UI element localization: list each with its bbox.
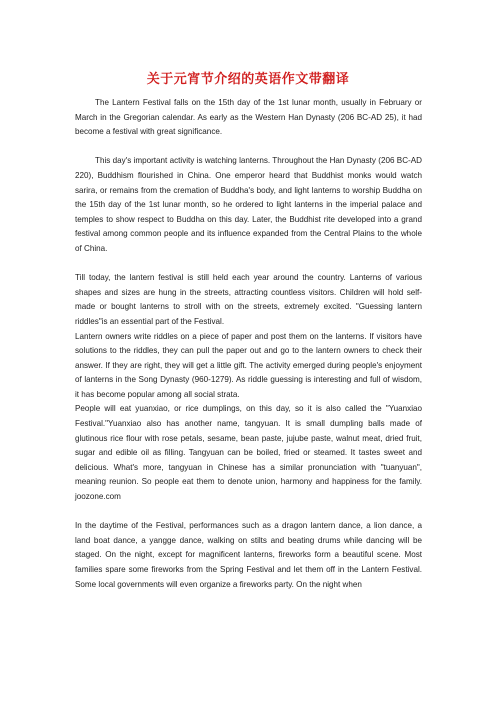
paragraph-performances: In the daytime of the Festival, performances such as a dragon lantern dance, a lion dance, a land boat dance, a yangge dance, walking on stilts and beating drums while dancing will be staged. On the night, except for magnificent lanterns, fireworks form a beautiful scene. Most families spare some fireworks from the Spring Festival and let them off in the Lantern Festival. Some local governments will even organize a fireworks party. On the night when — [75, 521, 422, 589]
paragraph-intro: The Lantern Festival falls on the 15th day of the 1st lunar month, usually in February or March in the Gregorian calendar. As early as the Western Han Dynasty (206 BC-AD 25), it had become a festival with great significance. — [75, 98, 422, 137]
document-title: 关于元宵节介绍的英语作文带翻译 — [146, 72, 350, 87]
paragraph-lantern-festival-today: Till today, the lantern festival is still held each year around the country. Lanterns of various shapes and sizes are hung in the streets, attracting countless visitors. Children will hold self-made or bought lanterns to stroll with on the streets, extremely excited. "Guessing lantern riddles"is an essential part of the Festival. — [75, 273, 422, 326]
paragraph-yuanxiao: People will eat yuanxiao, or rice dumplings, on this day, so it is also called the "Yuanxiao Festival."Yuanxiao also has another name, tangyuan. It is small dumpling balls made of glutinous rice flour with rose petals, sesame, bean paste, jujube paste, walnut meat, dried fruit, sugar and edible oil as filling. Tangyuan can be boiled, fried or steamed. It tastes sweet and delicious. What's more, tangyuan in Chinese has a similar pronunciation with "tuanyuan", meaning reunion. So people eat them to denote union, harmony and happiness for the family. joozone.com — [75, 404, 422, 502]
paragraph-watching-lanterns: This day's important activity is watching lanterns. Throughout the Han Dynasty (206 BC-AD 220), Buddhism flourished in China. One emperor heard that Buddhist monks would watch sarira, or remains from the cremation of Buddha's body, and light lanterns to worship Buddha on the 15th day of the 1st lunar month, so he ordered to light lanterns in the imperial palace and temples to show respect to Buddha on this day. Later, the Buddhist rite developed into a grand festival among common people and its influence expanded from the Central Plains to the whole of China. — [75, 156, 422, 253]
paragraph-lantern-riddles: Lantern owners write riddles on a piece of paper and post them on the lanterns. If visitors have solutions to the riddles, they can pull the paper out and go to the lantern owners to check their answer. If they are right, they will get a little gift. The activity emerged during people's enjoyment of lanterns in the Song Dynasty (960-1279). As riddle guessing is interesting and full of wisdom, it has become popular among all social strata. — [75, 331, 422, 399]
document-body — [75, 96, 422, 592]
